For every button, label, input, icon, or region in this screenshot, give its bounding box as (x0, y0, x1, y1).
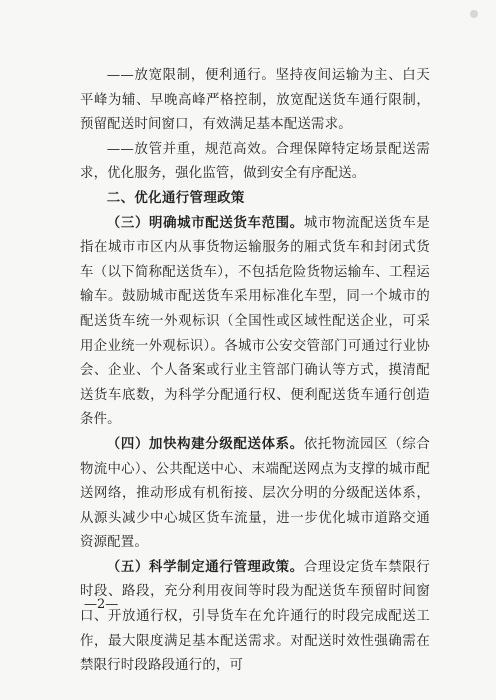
item-four-paragraph (80, 433, 430, 556)
paragraph-text: ——放管并重，规范高效。合理保障特定场景配送需求，优化服务，强化监管，做到安全有序配送。 (80, 141, 430, 182)
section-heading (80, 187, 430, 212)
item-three-paragraph (80, 212, 430, 433)
principle-balance-management (80, 138, 430, 187)
item-five-body: 合理设定货车禁限行时段、路段，充分利用夜间等时段为配送货车预留时间窗口、开放通行权，引导货车在允许通行的时段完成配送工作，最大限度满足基本配送需求。对配送时效性强确需在禁限行时段路段通行的，可 (80, 559, 430, 674)
item-four-lead: （四）加快构建分级配送体系。 (106, 436, 304, 452)
item-four-body: 依托物流园区（综合物流中心）、公共配送中心、末端配送网点为支撑的城市配送网络，推动形成有机衔接、层次分明的分级配送体系，从源头减少中心城区货车流量，进一步优化城市道路交通资源配置。 (80, 436, 430, 551)
item-five-lead: （五）科学制定通行管理政策。 (106, 559, 304, 575)
principle-relax-restrictions (80, 64, 430, 138)
page-number: —2— (84, 597, 119, 612)
paragraph-text: ——放宽限制，便利通行。坚持夜间运输为主、白天平峰为辅、早晚高峰严格控制，放宽配送货车通行限制，预留配送时间窗口，有效满足基本配送需求。 (80, 68, 430, 133)
item-three-lead: （三）明确城市配送货车范围。 (106, 215, 304, 231)
item-three-body: 城市物流配送货车是指在城市市区内从事货物运输服务的厢式货车和封闭式货车（以下简称配送货车），不包括危险货物运输车、工程运输车。鼓励城市配送货车采用标准化车型，同一个城市的配送货车统一外观标识（全国性或区域性配送企业，可采用企业统一外观标识）。各城市公安交管部门可通过行业协会、企业、个人备案或行业主管部门确认等方式，摸清配送货车底数，为科学分配通行权、便利配送货车通行创造条件。 (80, 215, 430, 428)
item-five-paragraph (80, 556, 430, 679)
section-heading-text: 二、优化通行管理政策 (106, 190, 245, 206)
